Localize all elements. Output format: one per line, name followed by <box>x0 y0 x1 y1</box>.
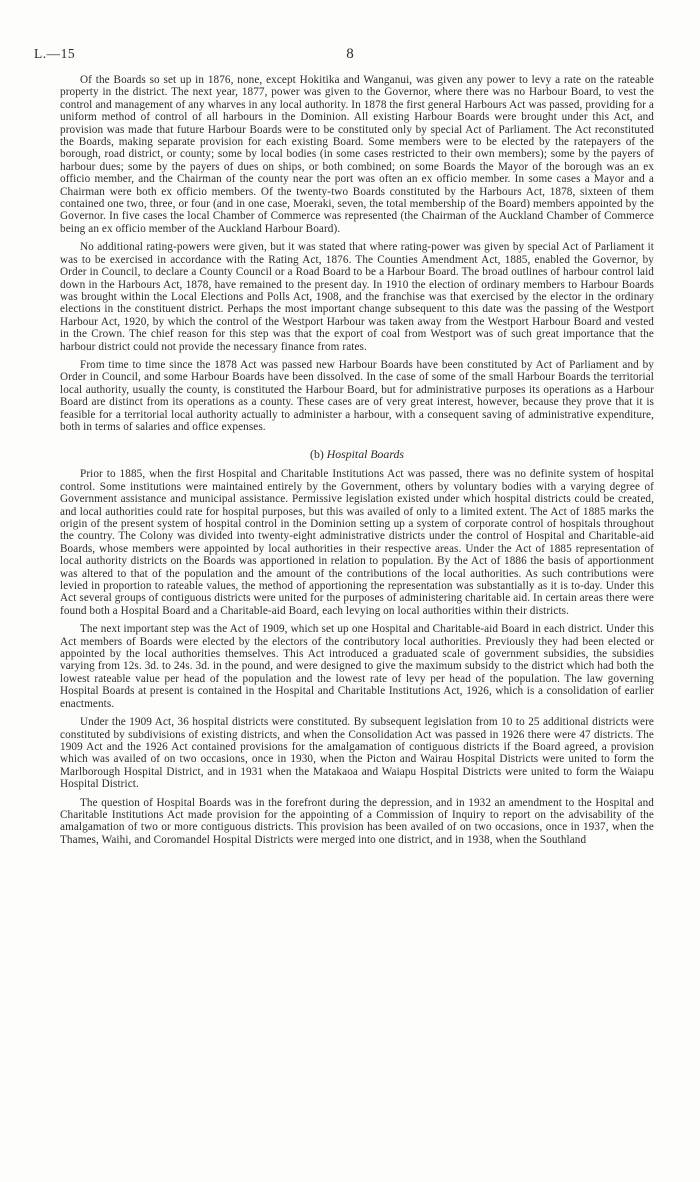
page-body <box>60 74 654 852</box>
paragraph: No additional rating-powers were given, but it was stated that where rating-power was given by special Act of Parliament it was to be exercised in accordance with the Rating Act, 1876. The Counties Amendment Act, 1885, enabled the Governor, by Order in Council, to declare a County Council or a Road Board to be a Harbour Board. The broad outlines of harbour control laid down in the Harbours Act, 1878, have remained to the present day. In 1910 the election of ordinary members to Harbour Boards was brought within the Local Elections and Polls Act, 1908, and the franchise was that exercised by the elector in the ordinary elections in the constituent district. Perhaps the most important change subsequent to this date was the passing of the Westport Harbour Act, 1920, by which the control of the Westport Harbour was taken away from the Westport Harbour Board and vested in the Crown. The chief reason for this step was that the export of coal from Westport was of such great importance that the harbour district could not provide the necessary finance from rates. <box>60 241 654 353</box>
paragraph: From time to time since the 1878 Act was passed new Harbour Boards have been constituted by Act of Parliament and by Order in Council, and some Harbour Boards have been dissolved. In the case of some of the small Harbour Boards the territorial local authority, usually the county, is constituted the Harbour Board, but for administrative purposes its operations as a Harbour Board are distinct from its operations as a county. These cases are of very great interest, however, because they prove that it is feasible for a territorial local authority actually to administer a harbour, with a consequent saving of administrative expenditure, both in terms of salaries and office expenses. <box>60 358 654 433</box>
section-heading-hospital-boards <box>60 447 654 462</box>
paragraph: Prior to 1885, when the first Hospital and Charitable Institutions Act was passed, there was no definite system of hospital control. Some institutions were maintained entirely by the Government, others by voluntary bodies with a varying degree of Government assistance and municipal assistance. Permissive legislation existed under which hospital districts could be created, and local authorities could rate for hospital purposes, but this was availed of only to a limited extent. The Act of 1885 marks the origin of the present system of hospital control in the Dominion setting up a system of corporate control of hospitals throughout the country. The Colony was divided into twenty-eight administrative districts under the control of Hospital and Charitable-aid Boards, whose members were appointed by local authorities in their respective areas. Under the Act of 1885 representation of local authority districts on the Boards was apportioned in relation to population. By the Act of 1886 the basis of apportionment was altered to that of the population and the amount of the contributions of the local authorities. As such contributions were levied in proportion to rateable values, the method of apportioning the representation was substantially as it is to-day. Under this Act several groups of contiguous districts were united for the purposes of administering charitable aid. In certain areas there were found both a Hospital Board and a Charitable-aid Board, each levying on local authorities within their districts. <box>60 468 654 617</box>
paragraph: Under the 1909 Act, 36 hospital districts were constituted. By subsequent legislation from 10 to 25 additional districts were constituted by subdivisions of existing districts, and when the Consolidation Act was passed in 1926 there were 47 districts. The 1909 Act and the 1926 Act contained provisions for the amalgamation of contiguous districts if the Board agreed, a provision which was availed of on two occasions, once in 1930, when the Picton and Wairau Hospital Districts were united to form the Marlborough Hospital District, and in 1931 when the Matakaoa and Waiapu Hospital Districts were united to form the Waiapu Hospital District. <box>60 716 654 791</box>
paragraph: The question of Hospital Boards was in the forefront during the depression, and in 1932 an amendment to the Hospital and Charitable Institutions Act made provision for the appointing of a Commission of Inquiry to report on the advisability of the amalgamation of two or more contiguous districts. This provision has been availed of on two occasions, once in 1937, when the Thames, Waihi, and Coromandel Hospital Districts were merged into one district, and in 1938, when the Southland <box>60 796 654 846</box>
page-header <box>0 46 700 70</box>
section-hospital-boards <box>60 468 654 846</box>
section-label: (b) <box>310 447 324 462</box>
page-reference: L.—15 <box>34 46 76 61</box>
page-number: 8 <box>346 46 354 62</box>
section-harbour-boards <box>60 74 654 433</box>
paragraph: Of the Boards so set up in 1876, none, except Hokitika and Wanganui, was given any power to levy a rate on the rateable property in the district. The next year, 1877, power was given to the Governor, where there was no Harbour Board, to vest the control and management of any wharves in any local authority. In 1878 the first general Harbours Act was passed, providing for a uniform method of control of all harbours in the Dominion. All existing Harbour Boards were brought under this Act, and provision was made that future Harbour Boards were to be constituted only by special Act of Parliament. The Act reconstituted the Boards, making separate provision for each existing Board. Some members were to be elected by the ratepayers of the borough, road district, or county; some by local bodies (in some cases restricted to their own members); some by the payers of harbour dues; some by the payers of dues on ships, or both combined; on some Boards the Mayor of the borough was an ex officio member, and the Chairman of the county near the port was often an ex officio member. In some cases a Mayor and a Chairman were both ex officio members. Of the twenty-two Boards constituted by the Harbours Act, 1878, sixteen of them contained one two, three, or four (and in one case, Moeraki, seven, the total membership of the Board) members appointed by the Governor. In five cases the local Chamber of Commerce was represented (the Chairman of the Auckland Chamber of Commerce being an ex officio member of the Auckland Harbour Board). <box>60 74 654 235</box>
paragraph: The next important step was the Act of 1909, which set up one Hospital and Charitable-aid Board in each district. Under this Act members of Boards were elected by the electors of the contributory local authorities. Previously they had been elected or appointed by the local authorities themselves. This Act introduced a graduated scale of government subsidies, the subsidies varying from 12s. 3d. to 24s. 3d. in the pound, and were designed to give the maximum subsidy to the district which had both the lowest rateable value per head of the population and the lowest rate of levy per head of the population. The law governing Hospital Boards at present is contained in the Hospital and Charitable Institutions Act, 1926, which is a consolidation of earlier enactments. <box>60 623 654 710</box>
section-title: Hospital Boards <box>326 447 404 462</box>
